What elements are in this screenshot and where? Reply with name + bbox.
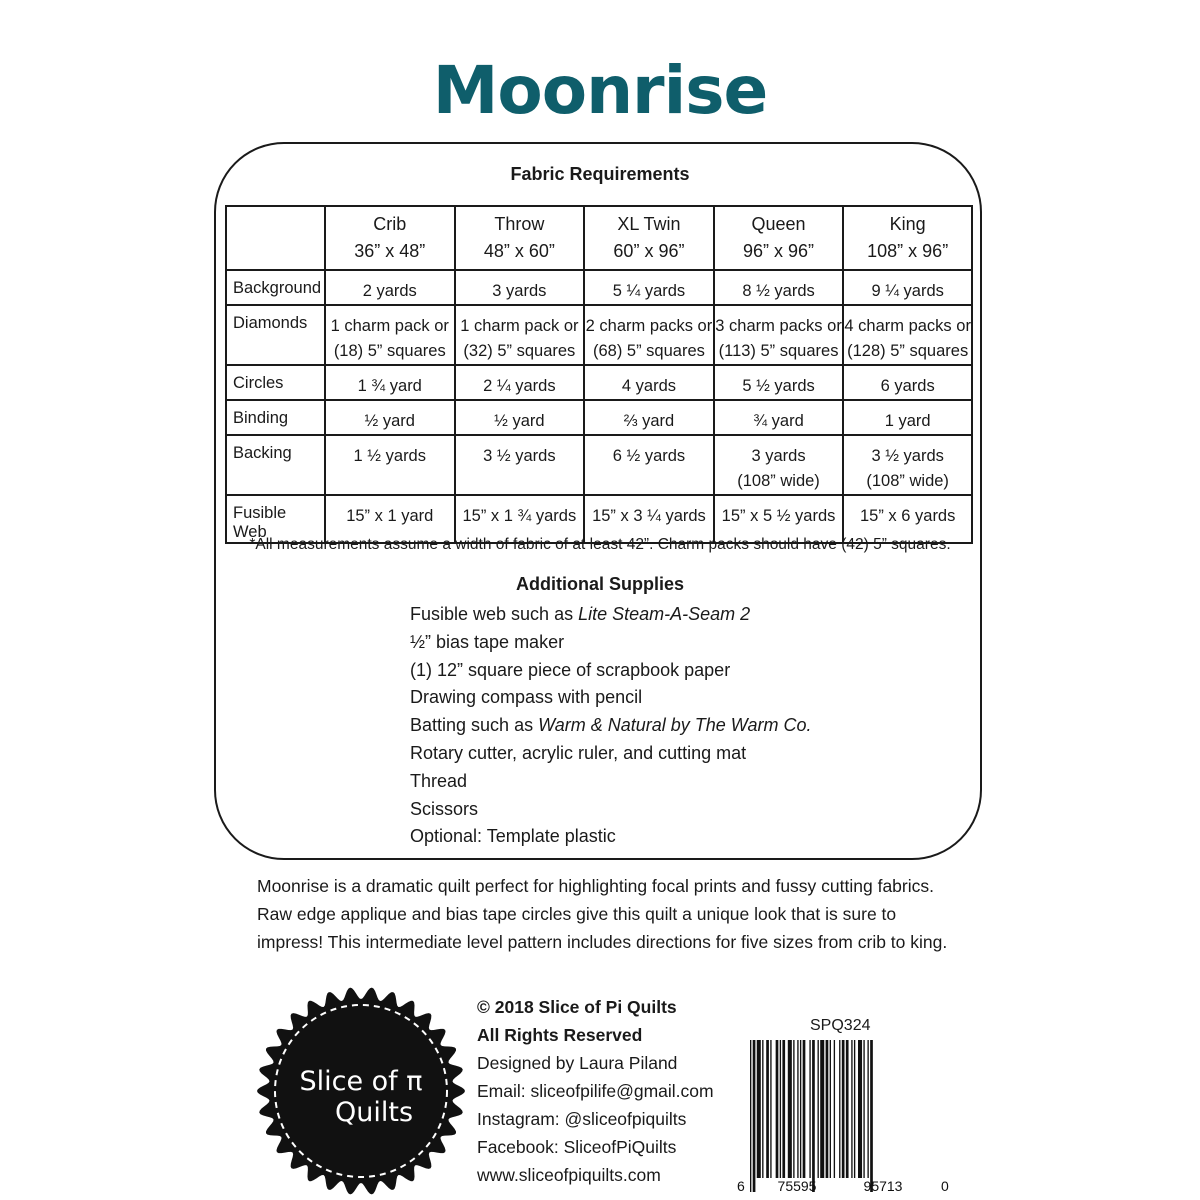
table-cell: 3 ½ yards — [455, 435, 585, 495]
measurement-footnote: *All measurements assume a width of fabric of at least 42”. Charm packs should have (42) 5” squares. — [249, 536, 951, 553]
table-cell: 6 yards — [843, 365, 972, 400]
website-line: www.sliceofpiquilts.com — [477, 1165, 661, 1185]
table-cell: 3 yards (108” wide) — [714, 435, 844, 495]
credits-block — [477, 993, 714, 1189]
barcode-digits-left: 75595 — [777, 1178, 817, 1194]
table-cell: 4 charm packs or (128) 5” squares — [843, 305, 972, 365]
barcode-digit-last: 0 — [941, 1178, 949, 1194]
barcode-bar — [788, 1040, 792, 1178]
supply-item: Optional: Template plastic — [410, 826, 616, 847]
table-cell: 1 ¾ yard — [325, 365, 455, 400]
barcode-bar — [863, 1040, 864, 1178]
barcode-bar — [846, 1040, 849, 1178]
size-header-queen: Queen 96” x 96” — [714, 206, 844, 270]
barcode-bar — [750, 1040, 751, 1192]
table-cell: 3 ½ yards (108” wide) — [843, 435, 972, 495]
facebook-line: Facebook: SliceofPiQuilts — [477, 1137, 677, 1157]
barcode-bar — [803, 1040, 806, 1178]
table-cell: 9 ¼ yards — [843, 270, 972, 305]
barcode-bars — [750, 1040, 873, 1192]
rights-line: All Rights Reserved — [477, 1025, 643, 1045]
fabric-requirements-table — [225, 205, 973, 544]
table-row — [226, 365, 972, 400]
barcode-bar — [842, 1040, 845, 1178]
table-cell: 1 yard — [843, 400, 972, 435]
table-header-row — [226, 206, 972, 270]
supply-item: ½” bias tape maker — [410, 631, 565, 652]
size-header-king: King 108” x 96” — [843, 206, 972, 270]
barcode-bar — [858, 1040, 862, 1178]
table-cell: 3 charm packs or (113) 5” squares — [714, 305, 844, 365]
table-cell: 15” x 1 yard — [325, 495, 455, 543]
table-cell: 15” x 6 yards — [843, 495, 972, 543]
table-row — [226, 400, 972, 435]
logo-text-line1: Slice of π — [299, 1066, 423, 1097]
table-cell: 4 yards — [584, 365, 714, 400]
table-cell: 5 ½ yards — [714, 365, 844, 400]
instagram-line: Instagram: @sliceofpiquilts — [477, 1109, 687, 1129]
designer-line: Designed by Laura Piland — [477, 1053, 678, 1073]
barcode-bar — [780, 1040, 781, 1178]
pattern-title: Moonrise — [432, 52, 768, 129]
row-label: Circles — [226, 365, 325, 400]
row-label: Diamonds — [226, 305, 325, 365]
barcode-bar — [797, 1040, 798, 1178]
supply-item: Thread — [410, 770, 468, 791]
barcode-bar — [818, 1040, 819, 1178]
table-cell: 2 yards — [325, 270, 455, 305]
barcode-bar — [812, 1040, 815, 1192]
table-cell: 1 ½ yards — [325, 435, 455, 495]
table-corner-cell — [226, 206, 325, 270]
barcode-bar — [766, 1040, 769, 1178]
row-label: Backing — [226, 435, 325, 495]
fabric-requirements-heading: Fabric Requirements — [510, 164, 690, 184]
barcode-bar — [870, 1040, 873, 1192]
barcode-bar — [839, 1040, 840, 1178]
table-cell: 3 yards — [455, 270, 585, 305]
table-row — [226, 305, 972, 365]
table-cell: 1 charm pack or (32) 5” squares — [455, 305, 585, 365]
table-row — [226, 435, 972, 495]
table-cell: 15” x 1 ¾ yards — [455, 495, 585, 543]
barcode-bar — [753, 1040, 756, 1192]
barcode-bar — [826, 1040, 829, 1178]
barcode-bar — [793, 1040, 794, 1178]
table-cell: ½ yard — [325, 400, 455, 435]
barcode-bar — [854, 1040, 855, 1178]
supply-item: (1) 12” square piece of scrapbook paper — [410, 659, 731, 680]
barcode-bar — [757, 1040, 761, 1178]
barcode-bar — [830, 1040, 831, 1178]
copyright-line: © 2018 Slice of Pi Quilts — [477, 997, 677, 1017]
supplies-list — [410, 601, 811, 851]
barcode-bar — [867, 1040, 868, 1178]
barcode-bar — [820, 1040, 824, 1178]
table-cell: 15” x 3 ¼ yards — [584, 495, 714, 543]
table-cell: 15” x 5 ½ yards — [714, 495, 844, 543]
barcode-bar — [834, 1040, 835, 1178]
table-cell: 2 charm packs or (68) 5” squares — [584, 305, 714, 365]
table-cell: ½ yard — [455, 400, 585, 435]
table-cell: ¾ yard — [714, 400, 844, 435]
table-row — [226, 270, 972, 305]
barcode-bar — [782, 1040, 785, 1178]
supply-item: Scissors — [410, 798, 479, 819]
supply-item: Batting such as Warm & Natural by The Warm Co. — [410, 715, 812, 736]
table-cell: 5 ¼ yards — [584, 270, 714, 305]
table-cell: 1 charm pack or (18) 5” squares — [325, 305, 455, 365]
barcode-bar — [776, 1040, 779, 1178]
slice-of-pi-logo — [256, 986, 466, 1196]
table-cell: 2 ¼ yards — [455, 365, 585, 400]
size-header-xl-twin: XL Twin 60” x 96” — [584, 206, 714, 270]
supply-item: Rotary cutter, acrylic ruler, and cutting mat — [410, 742, 747, 763]
barcode-bar — [809, 1040, 810, 1178]
additional-supplies-heading: Additional Supplies — [515, 574, 684, 594]
table-cell: 8 ½ yards — [714, 270, 844, 305]
product-code: SPQ324 — [810, 1017, 871, 1034]
size-header-throw: Throw 48” x 60” — [455, 206, 585, 270]
supply-item: Drawing compass with pencil — [410, 687, 643, 708]
barcode-bar — [762, 1040, 763, 1178]
row-label: Background — [226, 270, 325, 305]
pattern-description: Moonrise is a dramatic quilt perfect for highlighting focal prints and fussy cutting fabrics. Raw edge applique and bias tape circles give this quilt a unique look that is sure to impress! This intermediate level pattern includes directions for five sizes from crib to king. — [257, 876, 948, 952]
table-cell: ⅔ yard — [584, 400, 714, 435]
size-header-crib: Crib 36” x 48” — [325, 206, 455, 270]
email-line: Email: sliceofpilife@gmail.com — [477, 1081, 714, 1101]
upc-barcode — [735, 1040, 950, 1195]
row-label: Binding — [226, 400, 325, 435]
table-cell: 6 ½ yards — [584, 435, 714, 495]
barcode-digits-right: 95713 — [863, 1178, 903, 1194]
logo-text-line2: Quilts — [334, 1097, 414, 1128]
barcode-bar — [800, 1040, 801, 1178]
barcode-bar — [851, 1040, 852, 1178]
row-label: Fusible Web — [226, 495, 325, 543]
barcode-digit-first: 6 — [737, 1178, 745, 1194]
barcode-bar — [770, 1040, 771, 1178]
supply-item: Fusible web such as Lite Steam-A-Seam 2 — [410, 604, 751, 624]
